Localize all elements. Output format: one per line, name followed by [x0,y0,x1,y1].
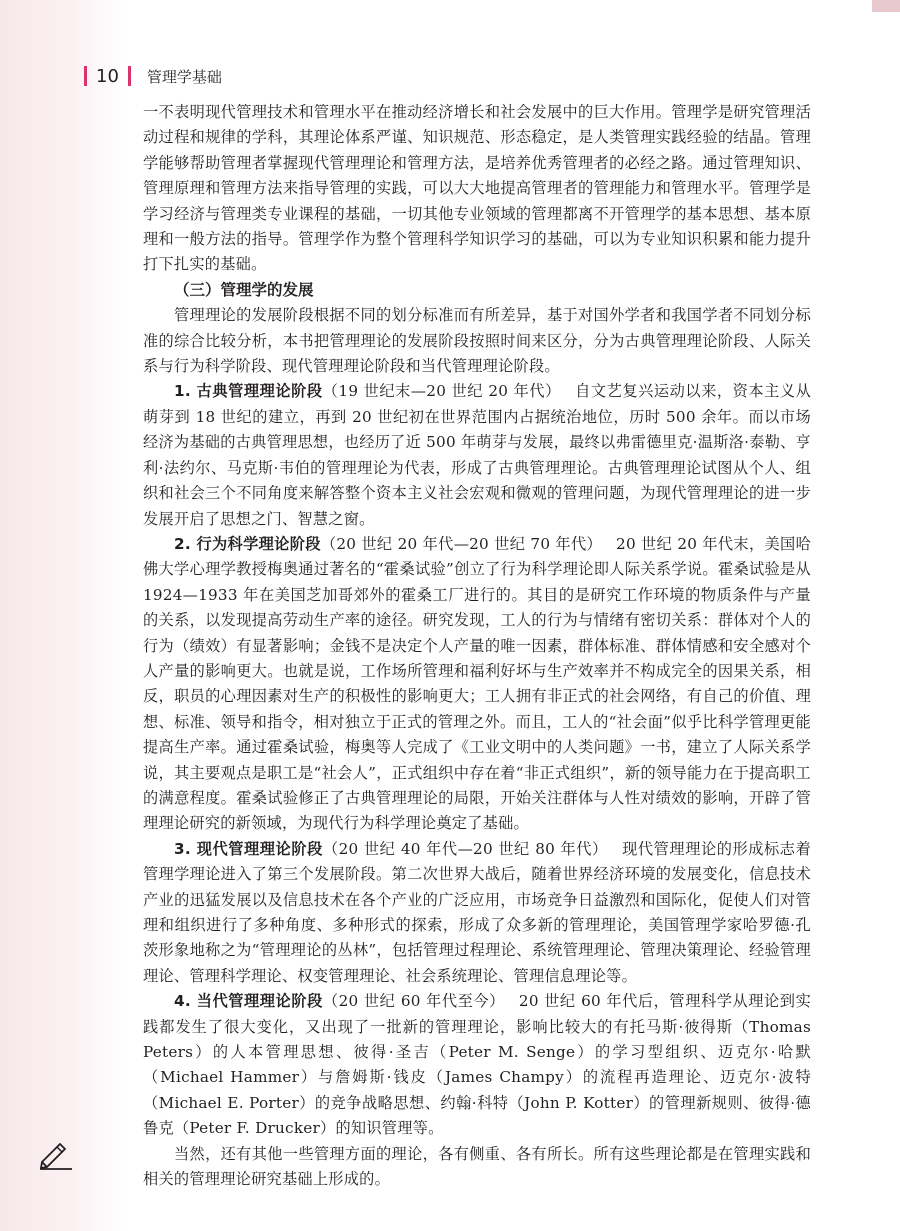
header-bar-right [128,66,131,86]
section-title: （三）管理学的发展 [174,280,314,299]
stage-text: 20 世纪 20 年代末，美国哈佛大学心理学教授梅奥通过著名的“霍桑试验”创立了行为科学理论即人际关系学说。霍桑试验是从 1924—1933 年在美国芝加哥郊外的霍桑工厂进行的。其目的是研究工作环境的物质条件与产量的关系，以发现提高劳动生产率的途径。研究发现，工人的行为与情绪有密切关系：群体对个人的行为（绩效）有显著影响；金钱不是决定个人产量的唯一因素，群体标准、群体情感和安全感对个人产量的影响更大。也就是说，工作场所管理和福利好坏与生产效率并不构成完全的因果关系，相反，职员的心理因素对生产的积极性的影响更大；工人拥有非正式的社会网络，有自己的价值、理想、标准、领导和指令，相对独立于正式的管理之外。而且，工人的“社会面”似乎比科学管理更能提高生产率。通过霍桑试验，梅奥等人完成了《工业文明中的人类问题》一书，建立了人际关系学说，其主要观点是职工是“社会人”，正式组织中存在着“非正式组织”，新的领导能力在于提高职工的满意程度。霍桑试验修正了古典管理理论的局限，开始关注群体与人性对绩效的影响，开辟了管理理论研究的新领域，为现代行为科学理论奠定了基础。 [143,534,812,833]
stage-period: （20 世纪 20 年代—20 世纪 70 年代） [320,534,603,553]
page-number: 10 [96,65,119,87]
page-header [84,64,222,88]
stage-heading: 3. 现代管理理论阶段 [174,839,323,858]
closing-paragraph: 当然，还有其他一些管理方面的理论，各有侧重、各有所长。所有这些理论都是在管理实践和相关的管理理论研究基础上形成的。 [143,1144,811,1189]
stage-text: 20 世纪 60 年代后，管理科学从理论到实践都发生了很大变化，又出现了一批新的管理理论，影响比较大的有托马斯·彼得斯（Thomas Peters）的人本管理思想、彼得·圣吉（Peter M. Senge）的学习型组织、迈克尔·哈默（Michael Hammer）与詹姆斯·钱皮（James Champy）的流程再造理论、迈克尔·波特（Michael E. Porter）的竞争战略思想、约翰·科特（John P. Kotter）的管理新规则、彼得·德鲁克（Peter F. Drucker）的知识管理等。 [143,992,812,1138]
stage-period: （19 世纪末—20 世纪 20 年代） [322,382,561,401]
stage-heading: 4. 当代管理理论阶段 [174,992,323,1011]
stage-heading: 1. 古典管理理论阶段 [174,382,323,401]
stage-text: 自文艺复兴运动以来，资本主义从萌芽到 18 世纪的建立，再到 20 世纪初在世界范围内占据统治地位，历时 500 余年。而以市场经济为基础的古典管理思想，也经历了近 500 年萌芽与发展，最终以弗雷德里克·温斯洛·泰勒、亨利·法约尔、马克斯·韦伯的管理理论为代表，形成了古典管理理论。古典管理理论试图从个人、组织和社会三个不同角度来解答整个资本主义社会宏观和微观的管理问题，为现代管理理论的进一步发展开启了思想之门、智慧之窗。 [143,382,812,528]
intro-paragraph: 一不表明现代管理技术和管理水平在推动经济增长和社会发展中的巨大作用。管理学是研究管理活动过程和规律的学科，其理论体系严谨、知识规范、形态稳定，是人类管理实践经验的结晶。管理学能够帮助管理者掌握现代管理理论和管理方法，是培养优秀管理者的必经之路。通过管理知识、管理原理和管理方法来指导管理的实践，可以大大地提高管理者的管理能力和管理水平。管理学是学习经济与管理类专业课程的基础，一切其他专业领域的管理都离不开管理学的基本思想、基本原理和一般方法的指导。管理学作为整个管理科学知识学习的基础，可以为专业知识积累和能力提升打下扎实的基础。 [143,103,811,274]
stage-paragraph-3 [143,837,811,989]
corner-mark [872,0,900,12]
page-content [143,100,811,1192]
stage-heading: 2. 行为科学理论阶段 [174,534,321,553]
header-bar-left [84,66,87,86]
stage-paragraph-1 [143,379,811,531]
stage-paragraph-2 [143,532,811,837]
book-title: 管理学基础 [146,67,222,86]
stage-period: （20 世纪 60 年代至今） [322,992,505,1011]
pencil-note-icon [38,1140,74,1170]
stage-paragraph-4 [143,989,811,1141]
section-intro-paragraph: 管理理论的发展阶段根据不同的划分标准而有所差异，基于对国外学者和我国学者不同划分标准的综合比较分析，本书把管理理论的发展阶段按照时间来区分，分为古典管理理论阶段、人际关系与行为科学阶段、现代管理理论阶段和当代管理理论阶段。 [143,306,811,376]
stage-period: （20 世纪 40 年代—20 世纪 80 年代） [322,839,608,858]
margin-band [0,0,130,1231]
stage-text: 现代管理理论的形成标志着管理学理论进入了第三个发展阶段。第二次世界大战后，随着世界经济环境的发展变化，信息技术产业的迅猛发展以及信息技术在各个产业的广泛应用，市场竞争日益激烈和国际化，促使人们对管理和组织进行了多种角度、多种形式的探索，形成了众多新的管理理论，美国管理学家哈罗德·孔茨形象地称之为“管理理论的丛林”，包括管理过程理论、系统管理理论、管理决策理论、经验管理理论、管理科学理论、权变管理理论、社会系统理论、管理信息理论等。 [143,839,812,985]
